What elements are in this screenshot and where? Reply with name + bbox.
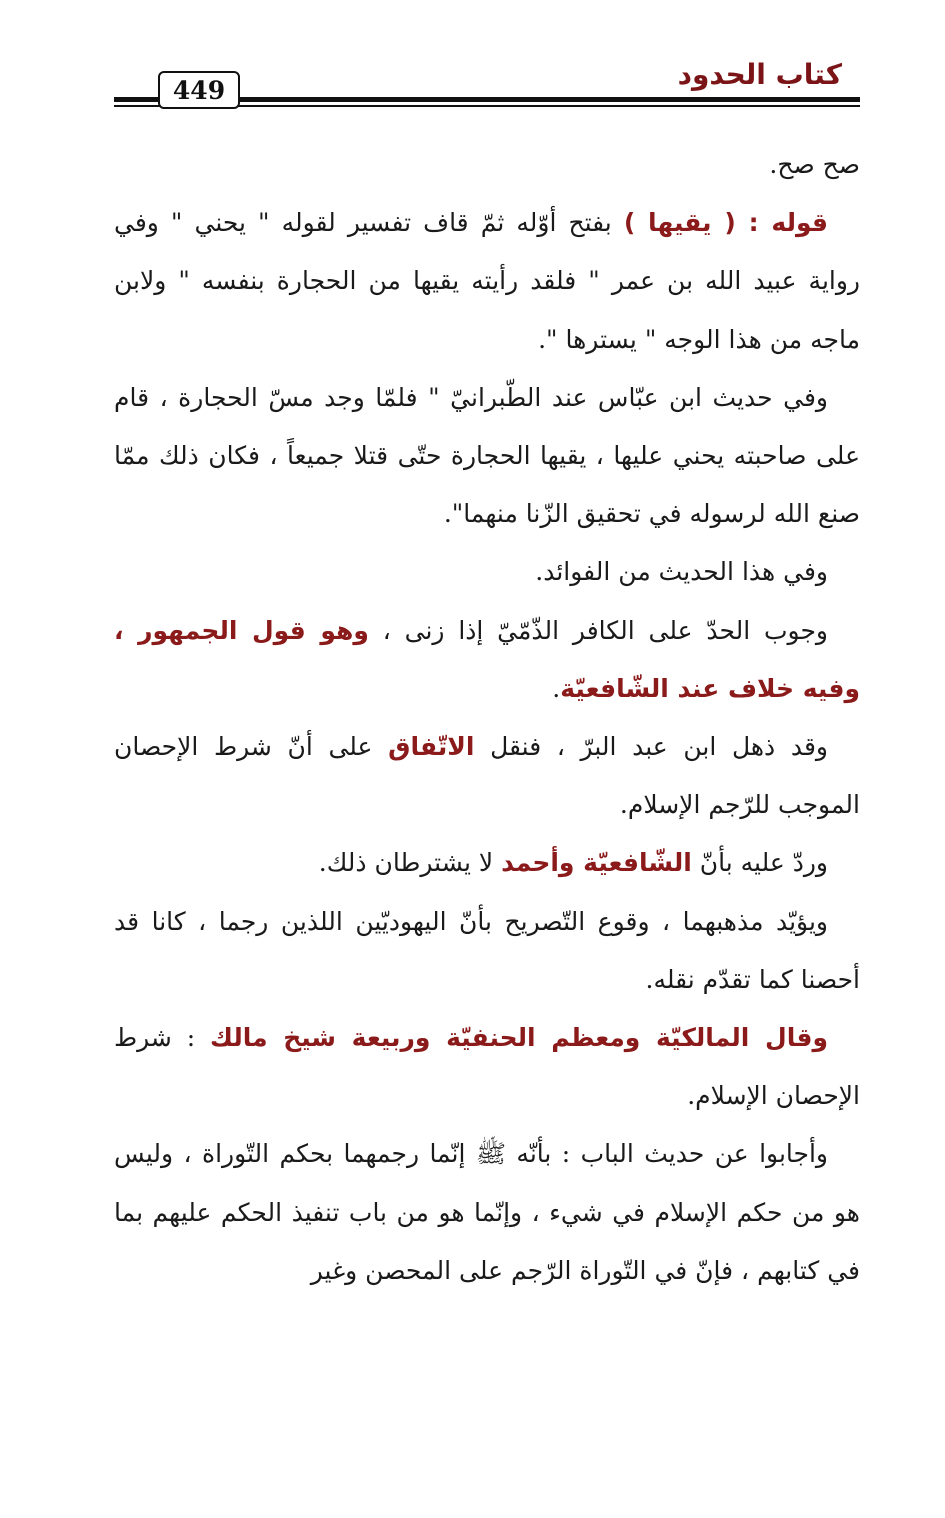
- text-segment: وقد ذهل ابن عبد البرّ ، فنقل: [474, 732, 828, 762]
- page-header: [114, 52, 860, 114]
- highlighted-text: الشّافعيّة وأحمد: [501, 848, 692, 878]
- text-segment: وفي هذا الحديث من الفوائد.: [535, 557, 828, 587]
- highlighted-text: الاتّفاق: [388, 732, 475, 762]
- chapter-title: كتاب الحدود: [677, 58, 842, 91]
- text-segment: لا يشترطان ذلك.: [318, 848, 502, 878]
- text-segment: بفتح أوّله ثمّ قاف تفسير لقوله " يحني " وفي رواية عبيد الله بن عمر " فلقد رأيته يقيها من الحجارة بنفسه " ولابن ماجه من هذا الوجه " يسترها ".: [114, 208, 860, 354]
- paragraph-p6: [114, 718, 860, 834]
- text-segment: وجوب الحدّ على الكافر الذّمّيّ إذا زنى ،: [368, 615, 829, 645]
- text-segment: وأجابوا عن حديث الباب : بأنّه ﷺ إنّما رجمهما بحكم التّوراة ، وليس هو من حكم الإسلام في شيء ، وإنّما هو من باب تنفيذ الحكم عليهم بما في كتابهم ، فإنّ في التّوراة الرّجم على المحصن وغير: [114, 1139, 860, 1285]
- text-segment: وفي حديث ابن عبّاس عند الطّبرانيّ " فلمّا وجد مسّ الحجارة ، قام على صاحبته يحني عليها ، يقيها الحجارة حتّى قتلا جميعاً ، فكان ذلك ممّا صنع الله لرسوله في تحقيق الزّنا منهما".: [114, 382, 860, 529]
- body-text: [114, 136, 860, 1300]
- page-number: 449: [158, 71, 240, 109]
- highlighted-text: قوله : ( يقيها ): [623, 208, 829, 238]
- paragraph-p1: [114, 136, 860, 194]
- text-segment: .: [552, 673, 561, 703]
- paragraph-p4: [114, 543, 860, 601]
- highlighted-text: وقال المالكيّة ومعظم الحنفيّة وربيعة شيخ مالك: [210, 1023, 828, 1053]
- text-segment: ويؤيّد مذهبهما ، وقوع التّصريح بأنّ اليهوديّين اللذين رجما ، كانا قد أحصنا كما تقدّم نقله.: [114, 906, 860, 994]
- text-segment: صح صح.: [769, 150, 860, 179]
- highlighted-text: وهو قول الجمهور ، وفيه خلاف عند الشّافعيّة: [114, 615, 860, 703]
- paragraph-p5: [114, 602, 860, 718]
- paragraph-p9: [114, 1009, 860, 1125]
- text-segment: على أنّ شرط الإحصان الموجب للرّجم الإسلام.: [114, 732, 860, 820]
- paragraph-p3: [114, 369, 860, 544]
- paragraph-p8: [114, 893, 860, 1009]
- paragraph-p7: [114, 834, 860, 892]
- text-segment: : شرط الإحصان الإسلام.: [114, 1023, 860, 1111]
- paragraph-p10: [114, 1125, 860, 1300]
- paragraph-p2: [114, 194, 860, 369]
- text-segment: وردّ عليه بأنّ: [691, 848, 828, 878]
